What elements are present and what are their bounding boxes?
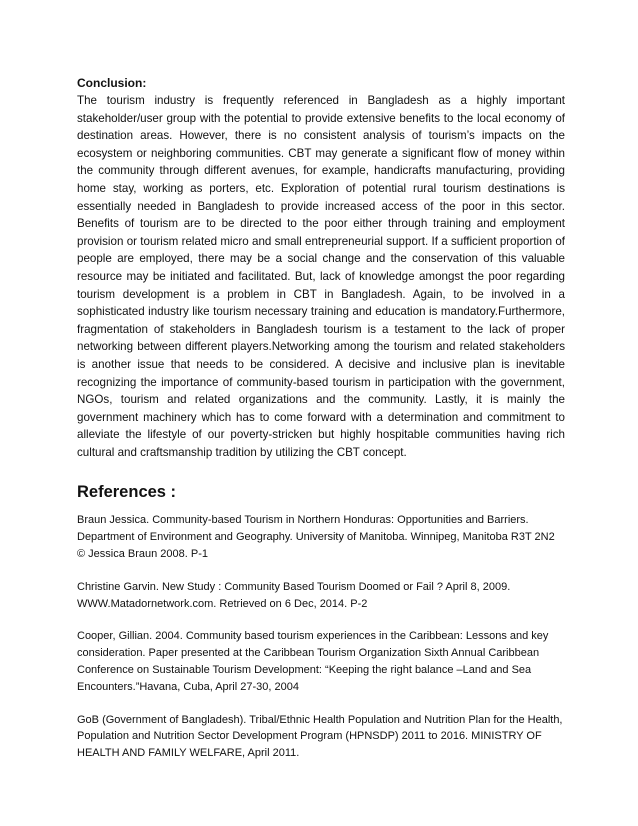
reference-item: Braun Jessica. Community-based Tourism in Northern Honduras: Opportunities and Barriers. Department of Environment and Geography. University of Manitoba. Winnipeg, Manitoba R3T 2N2 © Jessica Braun 2008. P-1: [77, 514, 555, 561]
reference-item: Cooper, Gillian. 2004. Community based tourism experiences in the Caribbean: Lessons and key consideration. Paper presented at the Caribbean Tourism Organization Sixth Annual Caribbean Conference on Sustainable Tourism Development: “Keeping the right balance –Land and Sea Encounters.”Havana, Cuba, April 27-30, 2004: [77, 630, 549, 693]
document-page: [77, 75, 565, 778]
references-heading: References :: [77, 483, 177, 502]
reference-item: Christine Garvin. New Study : Community Based Tourism Doomed or Fail ? April 8, 2009. WWW.Matadornetwork.com. Retrieved on 6 Dec, 2014. P-2: [77, 580, 511, 610]
conclusion-paragraph: The tourism industry is frequently referenced in Bangladesh as a highly important stakeholder/user group with the potential to provide extensive benefits to the local economy of destination areas. However, there is no consistent analysis of tourism’s impacts on the ecosystem or neighboring communities. CBT may generate a significant flow of money within the community through different avenues, for example, handicrafts manufacturing, providing home stay, working as porters, etc. Exploration of potential rural tourism destinations is essentially needed in Bangladesh to provide increased access of the poor in this sector. Benefits of tourism are to be directed to the poor either through training and employment provision or tourism related micro and small entrepreneurial support. If a sufficient proportion of people are employed, there may be a social change and the conservation of this valuable resource may be initiated and facilitated. But, lack of knowledge amongst the poor regarding tourism development is a problem in CBT in Bangladesh. Again, to be involved in a sophisticated industry like tourism necessary training and education is mandatory.Furthermore, fragmentation of stakeholders in Bangladesh tourism is a testament to the lack of proper networking between different players.Networking among the tourism and related stakeholders is another issue that needs to be considered. A decisive and inclusive plan is inevitable recognizing the importance of community-based tourism in participation with the government, NGOs, tourism and related organizations and the community. Lastly, it is mainly the government machinery which has to come forward with a determination and commitment to alleviate the lifestyle of our poverty-stricken but highly hospitable communities having rich cultural and craftsmanship tradition by utilizing the CBT concept.: [77, 94, 565, 459]
reference-item: GoB (Government of Bangladesh). Tribal/Ethnic Health Population and Nutrition Plan for the Health, Population and Nutrition Sector Development Program (HPNSDP) 2011 to 2016. MINISTRY OF HEALTH AND FAMILY WELFARE, April 2011.: [77, 713, 563, 760]
conclusion-heading: Conclusion:: [77, 76, 147, 90]
